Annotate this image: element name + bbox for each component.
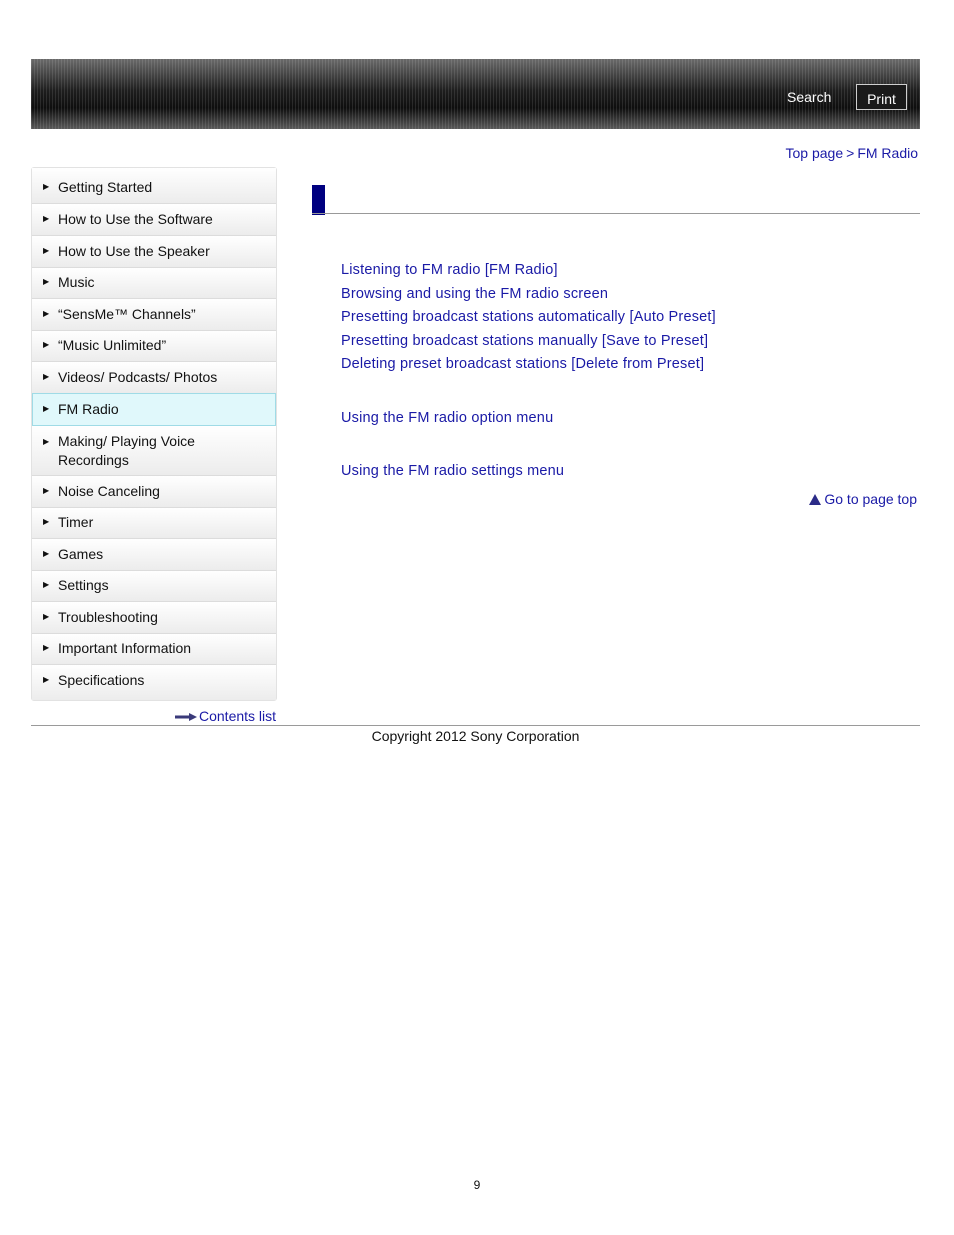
arrow-right-icon: ▶ [43,372,50,381]
sidebar-nav [31,167,277,701]
breadcrumb-current-link[interactable]: FM Radio [857,145,918,161]
arrow-right-icon [175,713,197,721]
go-to-page-top-label: Go to page top [824,491,917,507]
triangle-up-icon [809,494,821,505]
sidebar-item-fm-radio[interactable] [32,393,276,426]
sidebar-item-label: FM Radio [58,401,119,417]
arrow-right-icon: ▶ [43,246,50,255]
contents-list-label: Contents list [199,708,277,724]
sidebar-item-label: Making/ Playing Voice Recordings [58,433,195,468]
breadcrumb-top-page-link[interactable]: Top page [785,145,844,161]
arrow-right-icon: ▶ [43,549,50,558]
sidebar-item-label: Timer [58,514,94,530]
arrow-right-icon: ▶ [43,580,50,589]
arrow-right-icon: ▶ [43,437,50,446]
sidebar-item-label: “SensMe™ Channels” [58,306,196,322]
sidebar-item-settings[interactable] [32,571,276,602]
sidebar-item-games[interactable] [32,539,276,571]
arrow-right-icon: ▶ [43,277,50,286]
link-option-menu[interactable]: Using the FM radio option menu [341,410,554,426]
sidebar-item-label: “Music Unlimited” [58,337,167,353]
arrow-right-icon: ▶ [43,643,50,652]
link-auto-preset[interactable]: Presetting broadcast stations automatically [Auto Preset] [341,309,716,325]
sidebar-item-timer[interactable] [32,508,276,539]
sidebar-item-videos[interactable] [32,362,276,394]
sidebar-item-label: Noise Canceling [58,483,160,499]
sidebar-item-label: Important Information [58,640,192,656]
arrow-right-icon: ▶ [43,404,50,413]
sidebar-item-specifications[interactable] [32,665,276,700]
breadcrumb-separator: > [846,145,855,161]
link-browsing-fm-screen[interactable]: Browsing and using the FM radio screen [341,286,609,302]
arrow-right-icon: ▶ [43,517,50,526]
link-delete-from-preset[interactable]: Deleting preset broadcast stations [Delete from Preset] [341,356,705,372]
go-to-page-top-link[interactable] [809,491,917,507]
sidebar-item-label: Getting Started [58,179,153,195]
sidebar-item-label: Music [58,274,95,290]
sidebar-item-label: Specifications [58,672,145,688]
sidebar-item-label: Videos/ Podcasts/ Photos [58,369,218,385]
link-listening-fm-radio[interactable]: Listening to FM radio [FM Radio] [341,262,558,278]
arrow-right-icon: ▶ [43,675,50,684]
link-save-to-preset[interactable]: Presetting broadcast stations manually [Save to Preset] [341,333,709,349]
sidebar-item-label: How to Use the Software [58,211,213,227]
page-title-marker [312,185,325,215]
link-settings-menu[interactable]: Using the FM radio settings menu [341,463,565,479]
sidebar-item-software[interactable] [32,204,276,236]
page-title-divider [312,213,920,214]
page-number: 9 [473,1178,481,1192]
arrow-right-icon: ▶ [43,214,50,223]
sidebar-item-music[interactable] [32,268,276,299]
sidebar-item-label: Troubleshooting [58,609,158,625]
sidebar-item-important-information[interactable] [32,634,276,665]
sidebar-item-sensme[interactable] [32,299,276,331]
print-button[interactable]: Print [856,84,907,110]
sidebar-item-speaker[interactable] [32,236,276,268]
arrow-right-icon: ▶ [43,309,50,318]
sidebar-item-noise-canceling[interactable] [32,476,276,508]
sidebar-item-label: Games [58,546,104,562]
footer-divider [31,725,920,726]
arrow-right-icon: ▶ [43,340,50,349]
arrow-right-icon: ▶ [43,486,50,495]
arrow-right-icon: ▶ [43,182,50,191]
breadcrumb [786,145,918,161]
sidebar-item-voice-recordings[interactable] [32,426,276,476]
arrow-right-icon: ▶ [43,612,50,621]
sidebar-item-label: How to Use the Speaker [58,243,210,259]
sidebar-item-troubleshooting[interactable] [32,602,276,634]
copyright-text: Copyright 2012 Sony Corporation [371,728,580,744]
search-link[interactable]: Search [787,89,832,105]
contents-list-link[interactable] [175,708,276,724]
sidebar-item-label: Settings [58,577,109,593]
sidebar-item-getting-started[interactable] [32,168,276,204]
sidebar-item-music-unlimited[interactable] [32,331,276,362]
